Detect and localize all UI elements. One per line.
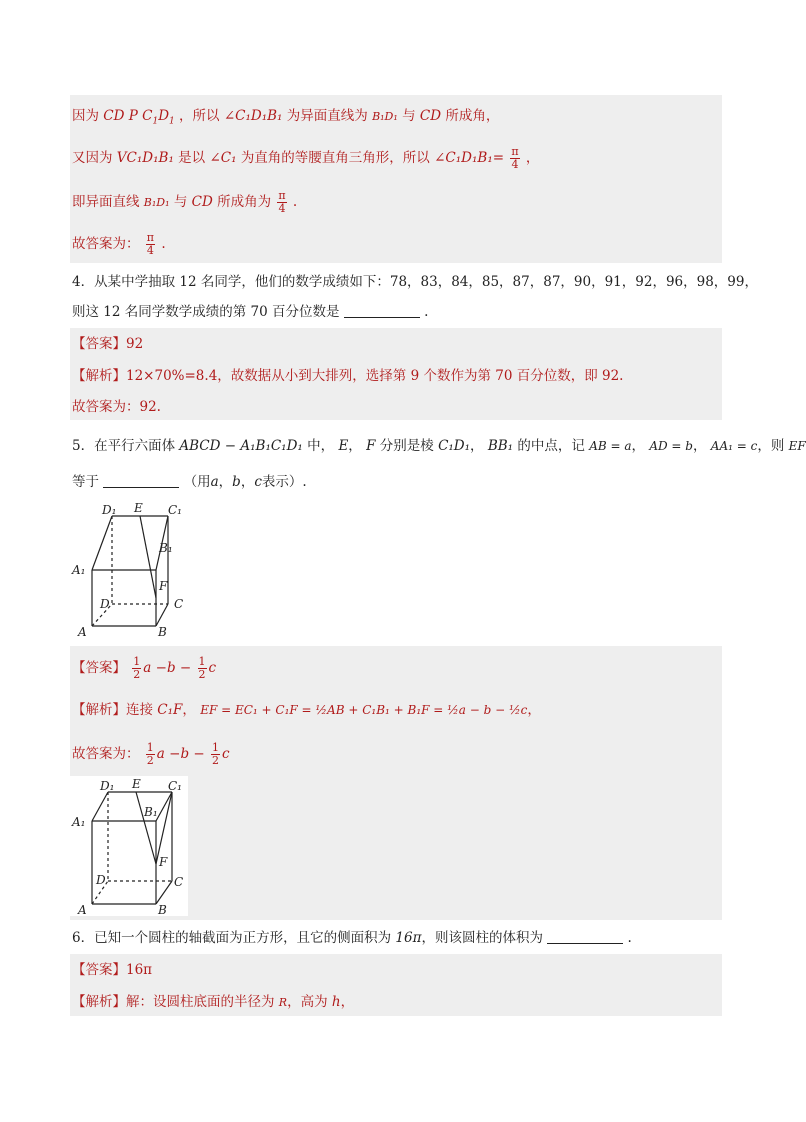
text: 4．从某中学抽取 12 名同学，他们的数学成绩如下：78，83，84，85，87，87，90，91，92，96，98，99，	[72, 274, 758, 290]
q6-line1	[72, 928, 632, 948]
text: 因为	[72, 108, 99, 124]
edge-a1d1	[92, 516, 112, 570]
text: ，	[240, 474, 255, 490]
math: AD = b	[649, 439, 693, 453]
answer-tag: 【答案】	[72, 660, 126, 676]
math: CD P $C_1D_1$	[103, 108, 175, 127]
math: C₁D₁	[438, 438, 471, 454]
label-c: C	[174, 597, 184, 611]
text: .	[161, 236, 166, 252]
label-f: F	[159, 855, 168, 869]
math: AB = a	[589, 439, 632, 453]
text: ，则该圆柱的体积为	[421, 930, 543, 946]
label-d: D	[100, 597, 110, 611]
text: ，	[525, 150, 540, 166]
text: ，	[470, 438, 484, 454]
fraction: $\frac{\pi}{4}$	[278, 189, 286, 215]
text: 5．在平行六面体	[72, 438, 176, 454]
math: EF	[788, 439, 806, 453]
fraction: $\frac{1}{2}$	[146, 741, 154, 767]
math: C₁F	[157, 702, 183, 718]
label-d1: D₁	[100, 779, 115, 793]
q5-line1: 5．在平行六面体 ABCD − A₁B₁C₁D₁ 中， E， F 分别是棱 C₁D₁， BB₁ 的中点，记 AB = a， AD = b， AA₁ = c，则 EF	[72, 438, 806, 454]
text: 所成角，	[445, 108, 500, 124]
math: AA₁ = c	[710, 439, 758, 453]
parallelepiped-figure-2	[70, 776, 188, 916]
text: （用	[183, 474, 211, 490]
label-a: A	[78, 903, 87, 917]
analysis-tag: 【解析】	[72, 368, 126, 384]
text: 是以	[178, 150, 206, 166]
q4-line2	[72, 302, 428, 322]
segment-c1f	[156, 792, 172, 864]
segment-ef	[136, 792, 156, 864]
text: 解：设圆柱底面的半径为	[126, 994, 275, 1010]
math: EF = EC₁ + C₁F = ½AB + C₁B₁ + B₁F = ½a − b − ½c	[200, 703, 528, 717]
edge-bc	[156, 604, 168, 626]
text: 故答案为：92.	[72, 399, 161, 415]
edge-a1d1	[92, 792, 108, 821]
math: ABCD − A₁B₁C₁D₁	[179, 438, 303, 454]
fraction: $\frac{1}{2}$	[198, 655, 206, 681]
math: R	[278, 996, 288, 1009]
q4-conclusion	[72, 397, 161, 417]
text: .	[424, 304, 429, 320]
text: ，高为	[287, 994, 328, 1010]
text: 为直角的等腰直角三角形，所以	[240, 150, 430, 166]
text: 中，	[307, 438, 335, 454]
q4-line1	[72, 272, 758, 292]
fraction: $\frac{\pi}{4}$	[511, 145, 519, 171]
text: 分别是棱	[379, 438, 434, 454]
text: ，	[340, 994, 355, 1010]
math: BB₁	[487, 438, 514, 454]
math: h	[331, 994, 341, 1010]
label-b1: B₁	[159, 541, 173, 555]
q5-analysis: 【解析】连接 C₁F， EF = EC₁ + C₁F = ½AB + C₁B₁ + B₁F = ½a − b − ½c，	[72, 702, 541, 718]
text: 所成角为	[217, 194, 272, 210]
text: ，所以	[179, 108, 220, 124]
answer-tag: 【答案】	[72, 336, 126, 352]
answer-blank	[344, 303, 420, 318]
q5-answer: 【答案】 $\frac{1}{2}$ a −b − $\frac{1}{2}$ c	[72, 655, 217, 681]
segment-ef	[140, 516, 156, 598]
math: VC₁D₁B₁	[116, 150, 174, 166]
q4-analysis	[72, 366, 623, 386]
q6-analysis	[72, 992, 354, 1013]
text: 与	[402, 108, 416, 124]
label-a: A	[78, 625, 87, 639]
math: F	[366, 438, 376, 454]
answer-value: 16π	[126, 962, 153, 978]
text: 则这 12 名同学数学成绩的第 70 百分位数是	[72, 304, 340, 320]
label-c: C	[174, 875, 184, 889]
math: a	[210, 474, 219, 490]
label-b: B	[158, 625, 167, 639]
answer-value: 92	[126, 336, 144, 352]
text: .	[292, 194, 298, 210]
text: .	[627, 930, 632, 946]
label-e: E	[134, 501, 143, 515]
label-b: B	[158, 903, 167, 917]
text: 的中点，记	[517, 438, 585, 454]
math: ∠C₁D₁B₁	[223, 108, 283, 124]
text: 连接	[126, 702, 153, 718]
solution3-line3	[72, 190, 297, 215]
edge-c1b1	[156, 792, 172, 821]
label-b1: B₁	[144, 805, 158, 819]
math: CD	[191, 194, 213, 210]
answer-tag: 【答案】	[72, 962, 126, 978]
solution3-line2	[72, 146, 539, 171]
q5-conclusion: 故答案为： $\frac{1}{2}$ a −b − $\frac{1}{2}$ c	[72, 741, 230, 767]
parallelepiped-figure-1	[70, 500, 200, 642]
fraction: $\frac{\pi}{4}$	[146, 231, 155, 257]
label-d: D	[96, 873, 106, 887]
math: c	[254, 474, 262, 490]
analysis-tag: 【解析】	[72, 702, 126, 718]
label-a1: A₁	[72, 815, 86, 829]
text: 故答案为：	[72, 746, 140, 762]
label-d1: D₁	[102, 503, 117, 517]
label-a1: A₁	[72, 563, 86, 577]
text: 等于	[72, 474, 99, 490]
text: 即异面直线	[72, 194, 140, 210]
analysis-tag: 【解析】	[72, 994, 126, 1010]
q5-line2	[72, 472, 307, 492]
text: 故答案为：	[72, 236, 140, 252]
text: ，则	[757, 438, 785, 454]
text: 为异面直线为	[286, 108, 368, 124]
label-f: F	[159, 579, 168, 593]
analysis-text: 12×70%=8.4，故数据从小到大排列，选择第 9 个数作为第 70 百分位数，即 92.	[126, 368, 624, 384]
solution3-line1	[72, 106, 499, 132]
text: 6．已知一个圆柱的轴截面为正方形，且它的侧面积为	[72, 930, 392, 946]
text: ，	[218, 474, 233, 490]
fraction: $\frac{1}{2}$	[133, 655, 141, 681]
edge-bc	[156, 881, 172, 904]
math: B₁D₁	[372, 110, 398, 123]
text: 又因为	[72, 150, 113, 166]
math: B₁D₁	[143, 196, 170, 209]
math: CD	[419, 108, 442, 124]
label-c1: C₁	[168, 503, 182, 517]
math: b	[232, 474, 241, 490]
text: 表示）.	[261, 474, 307, 490]
math: ∠C₁D₁B₁=	[434, 150, 505, 166]
label-e: E	[132, 777, 141, 791]
answer-blank	[547, 929, 623, 944]
q4-answer	[72, 334, 143, 354]
answer-blank	[103, 473, 179, 488]
math: E	[338, 438, 349, 454]
fraction: $\frac{1}{2}$	[212, 741, 220, 767]
math: 16π	[395, 930, 422, 946]
q6-answer	[72, 960, 152, 980]
label-c1: C₁	[168, 779, 182, 793]
solution3-line4	[72, 232, 166, 257]
text: 与	[173, 194, 188, 210]
math: ∠C₁	[209, 150, 237, 166]
text: ，	[348, 438, 362, 454]
